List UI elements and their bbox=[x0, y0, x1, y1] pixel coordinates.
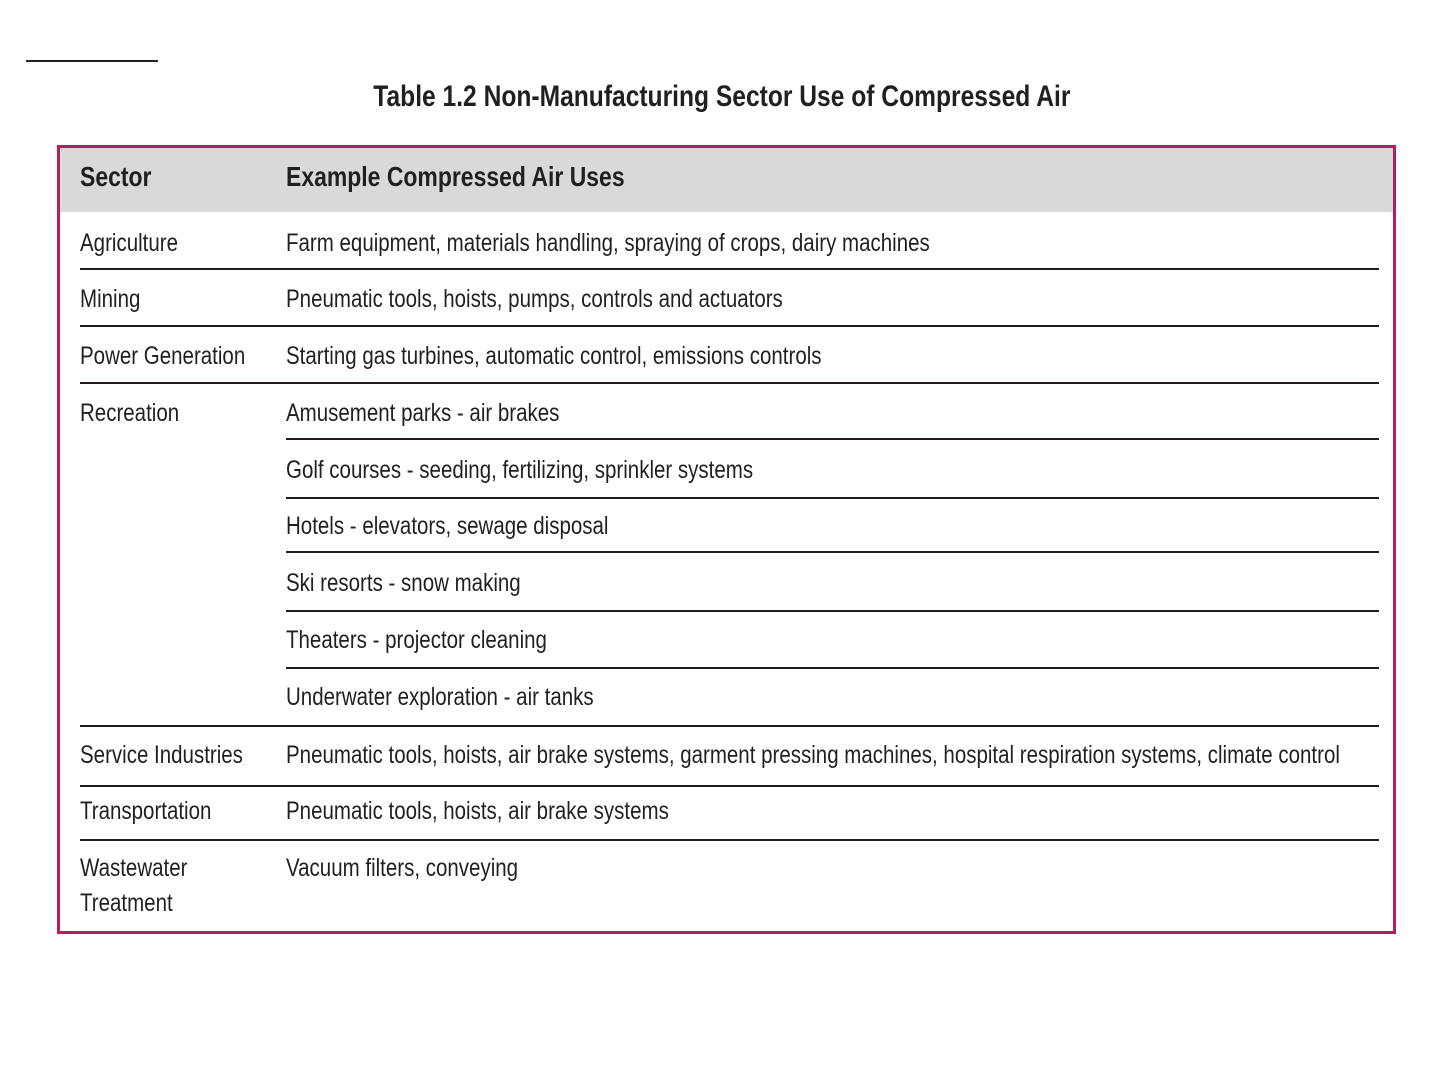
table-row-sector: Service Industries bbox=[80, 741, 243, 769]
row-divider bbox=[286, 438, 1379, 440]
table-header bbox=[60, 148, 1393, 212]
table-row-sector: Recreation bbox=[80, 399, 180, 427]
row-divider bbox=[80, 725, 1379, 727]
table-row-use: Pneumatic tools, hoists, air brake systems, garment pressing machines, hospital respiration systems, climate control bbox=[286, 741, 1340, 769]
table-row-sector: Transportation bbox=[80, 797, 212, 825]
table-title: Table 1.2 Non-Manufacturing Sector Use of Compressed Air bbox=[373, 80, 1071, 113]
table-row-use: Pneumatic tools, hoists, air brake systems bbox=[286, 797, 669, 825]
table-row-use: Farm equipment, materials handling, spraying of crops, dairy machines bbox=[286, 229, 930, 257]
table-frame bbox=[57, 145, 1396, 934]
row-divider bbox=[286, 667, 1379, 669]
table-row-use: Pneumatic tools, hoists, pumps, controls and actuators bbox=[286, 285, 783, 313]
top-rule bbox=[26, 60, 158, 62]
table-row-use: Amusement parks - air brakes bbox=[286, 399, 560, 427]
table-row-use: Hotels - elevators, sewage disposal bbox=[286, 512, 609, 540]
header-uses: Example Compressed Air Uses bbox=[286, 161, 625, 192]
table-row-sector: Power Generation bbox=[80, 342, 246, 370]
table-row-sector: Mining bbox=[80, 285, 141, 313]
row-divider bbox=[80, 268, 1379, 270]
row-divider bbox=[286, 551, 1379, 553]
table-row-use: Starting gas turbines, automatic control, emissions controls bbox=[286, 342, 822, 370]
table-row-use: Vacuum filters, conveying bbox=[286, 854, 519, 882]
row-divider bbox=[80, 382, 1379, 384]
table-row-use: Golf courses - seeding, fertilizing, sprinkler systems bbox=[286, 456, 754, 484]
row-divider bbox=[286, 497, 1379, 499]
table-row-use: Underwater exploration - air tanks bbox=[286, 683, 594, 711]
row-divider bbox=[80, 785, 1379, 787]
table-row-sector: Treatment bbox=[80, 889, 173, 917]
table-row-use: Theaters - projector cleaning bbox=[286, 626, 547, 654]
row-divider bbox=[80, 839, 1379, 841]
row-divider bbox=[286, 610, 1379, 612]
table-row-use: Ski resorts - snow making bbox=[286, 569, 521, 597]
row-divider bbox=[80, 325, 1379, 327]
table-row-sector: Agriculture bbox=[80, 229, 178, 257]
header-sector: Sector bbox=[80, 161, 152, 192]
table-row-sector: Wastewater bbox=[80, 854, 188, 882]
